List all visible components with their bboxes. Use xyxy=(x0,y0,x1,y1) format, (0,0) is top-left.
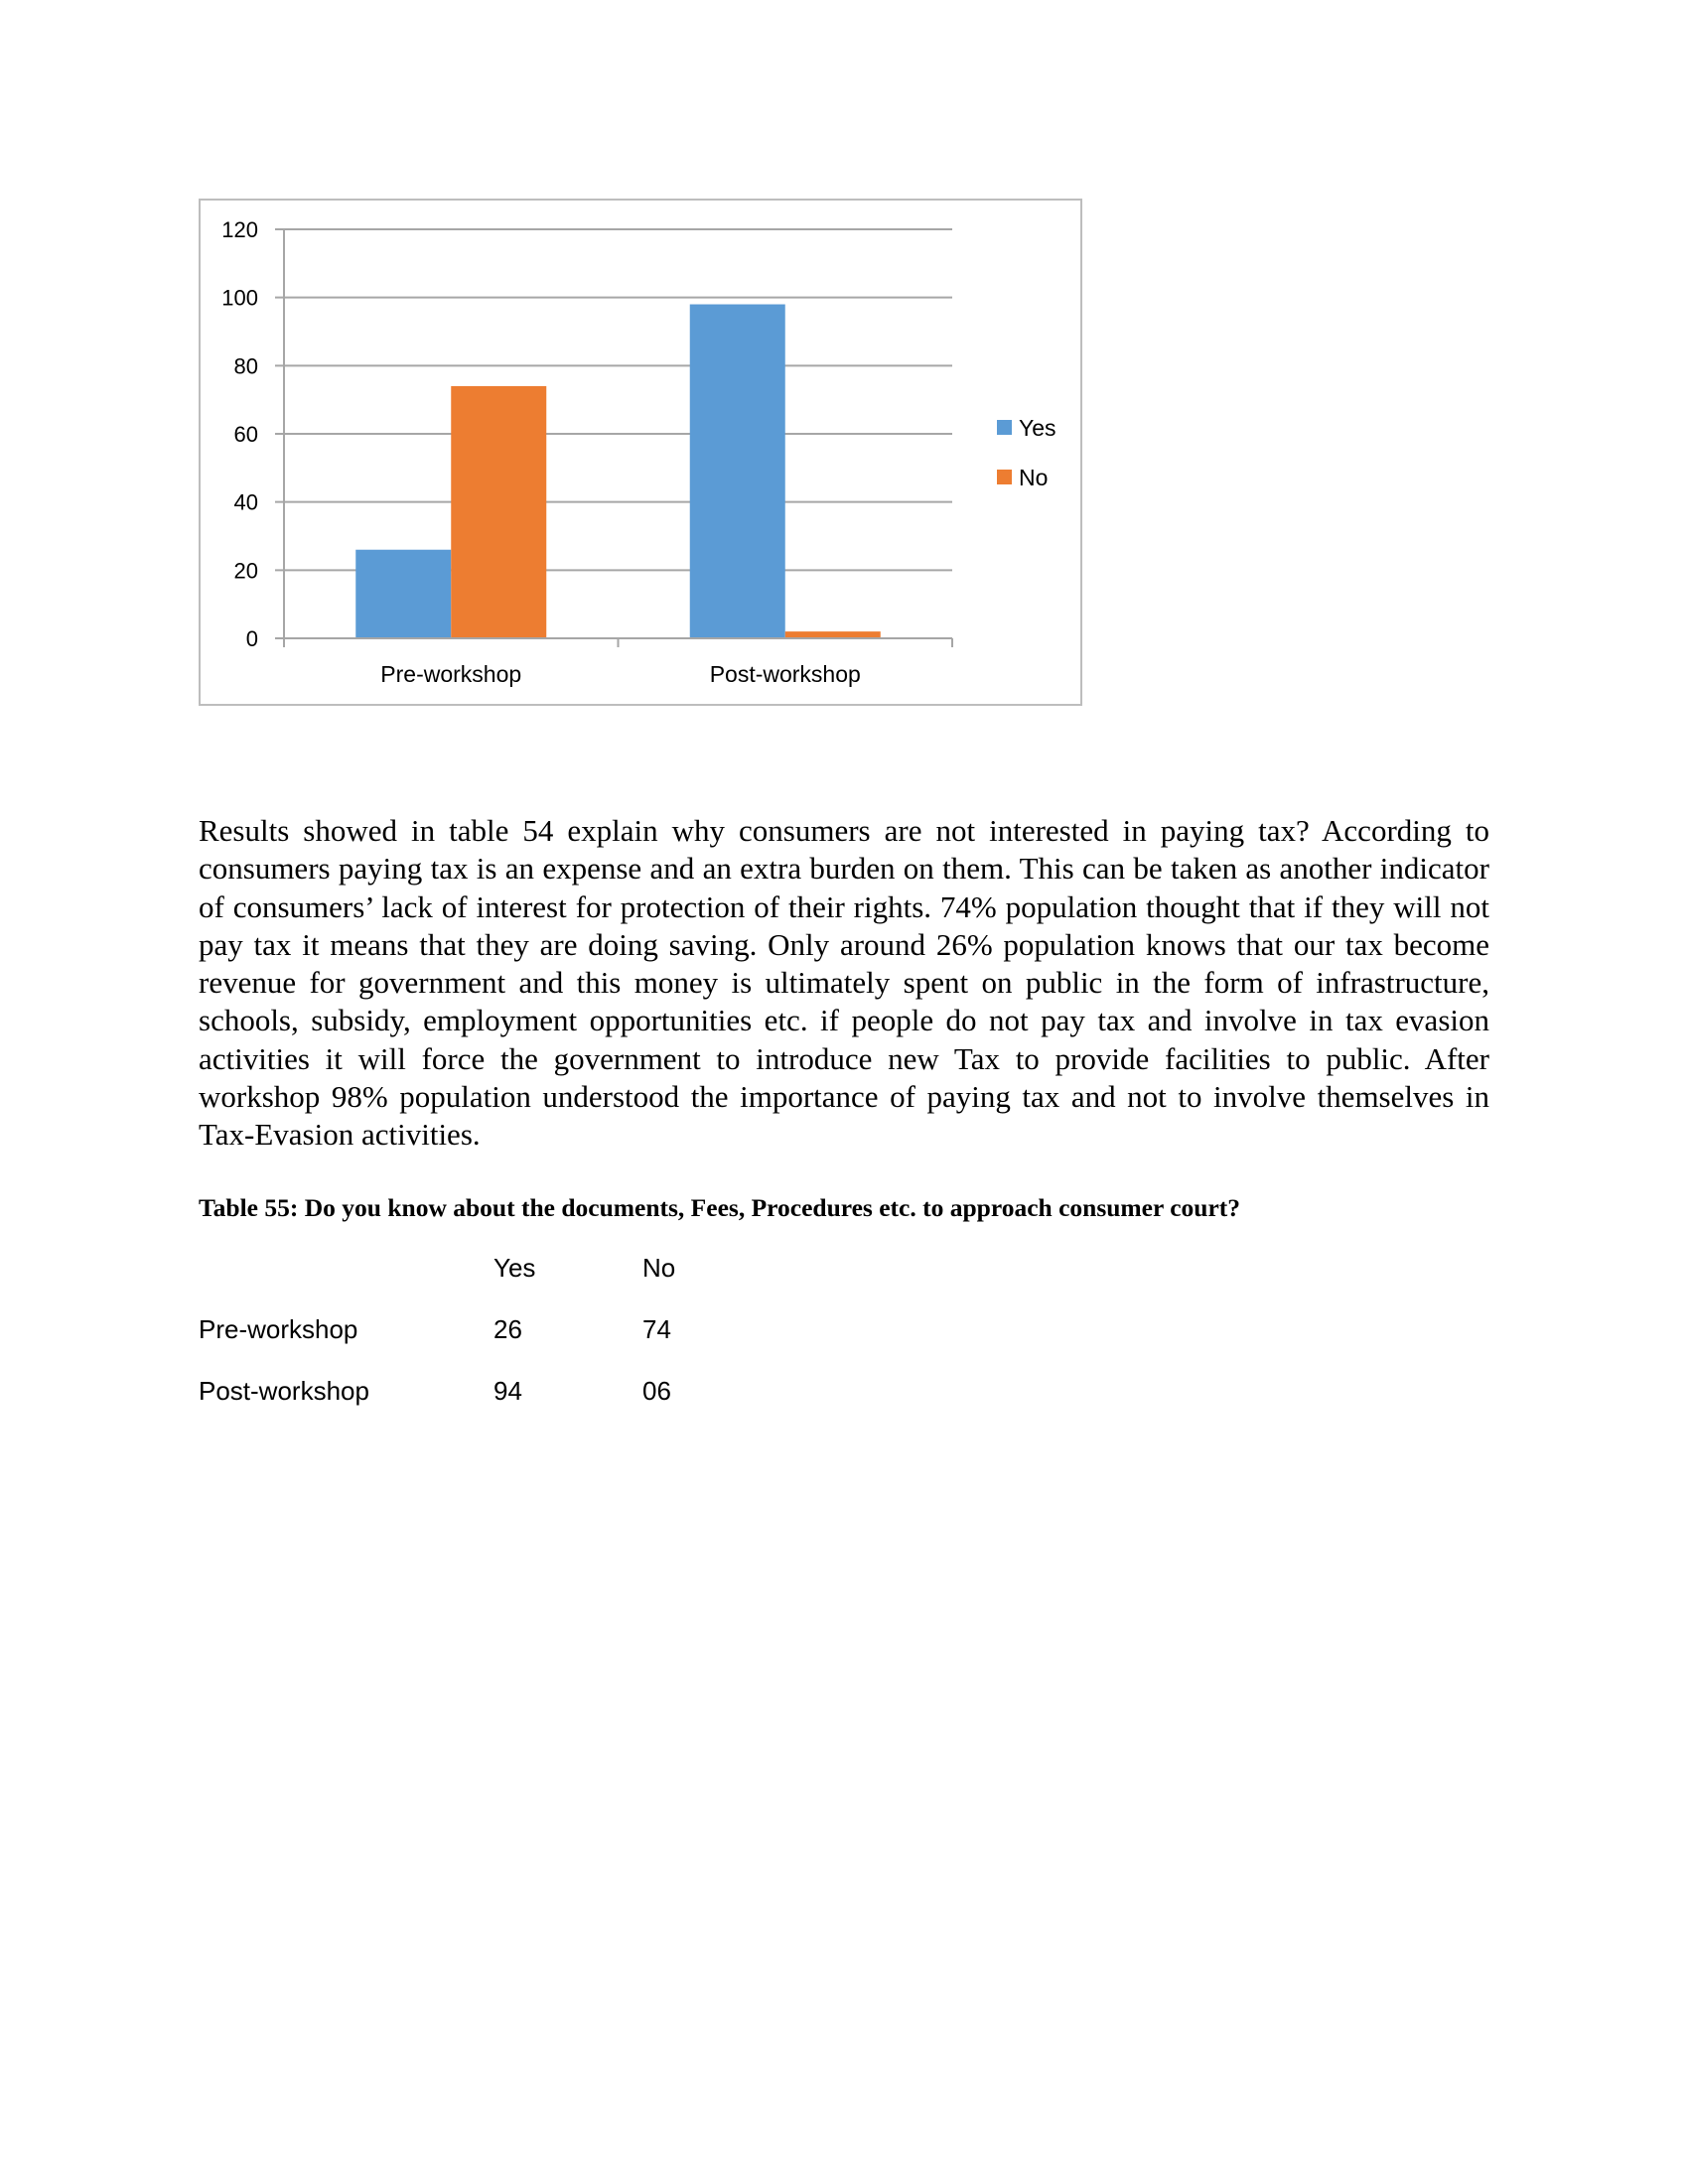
row-label: Post-workshop xyxy=(199,1376,369,1406)
y-tick-label: 60 xyxy=(233,422,258,447)
legend-swatch-yes xyxy=(997,420,1012,435)
no-value: 06 xyxy=(642,1376,671,1406)
yes-value: 26 xyxy=(493,1314,522,1344)
y-tick-label: 40 xyxy=(233,489,258,515)
no-value: 74 xyxy=(642,1314,671,1344)
legend-label-yes: Yes xyxy=(1019,415,1056,441)
bar-yes-post-workshop xyxy=(690,305,785,638)
row-label: Pre-workshop xyxy=(199,1314,358,1344)
table-header-no: No xyxy=(642,1253,676,1283)
x-category-label: Post-workshop xyxy=(709,661,861,687)
bar-no-pre-workshop xyxy=(451,386,546,638)
bar-chart xyxy=(199,199,1082,706)
results-paragraph: Results showed in table 54 explain why consumers are not interested in paying tax? According to consumers paying tax is an expense and an extra burden on them. This can be taken as another indicator of consumers’ lack of interest for protection of their rights. 74% population thought that if they will not pay tax it means that they are doing saving. Only around 26% population knows that our tax become revenue for government and this money is ultimately spent on public in the form of infrastructure, schools, subsidy, employment opportunities etc. if people do not pay tax and involve in tax evasion activities it will force the government to introduce new Tax to provide facilities to public. After workshop 98% population understood the importance of paying tax and not to involve themselves in Tax-Evasion activities. xyxy=(199,813,1489,1153)
y-tick-label: 0 xyxy=(245,626,258,651)
y-tick-label: 100 xyxy=(221,285,258,311)
chart-plot-area xyxy=(201,201,1080,704)
bar-yes-pre-workshop xyxy=(355,550,451,638)
legend-swatch-no xyxy=(997,470,1012,484)
table-caption: Table 55: Do you know about the documents, Fees, Procedures etc. to approach consumer court? xyxy=(199,1193,1241,1222)
legend-label-no: No xyxy=(1019,465,1049,490)
table-header-yes: Yes xyxy=(493,1253,536,1283)
y-tick-label: 120 xyxy=(221,217,258,242)
x-category-label: Pre-workshop xyxy=(380,661,522,687)
y-tick-label: 20 xyxy=(233,558,258,584)
yes-value: 94 xyxy=(493,1376,522,1406)
bar-no-post-workshop xyxy=(785,631,881,638)
y-tick-label: 80 xyxy=(233,353,258,379)
